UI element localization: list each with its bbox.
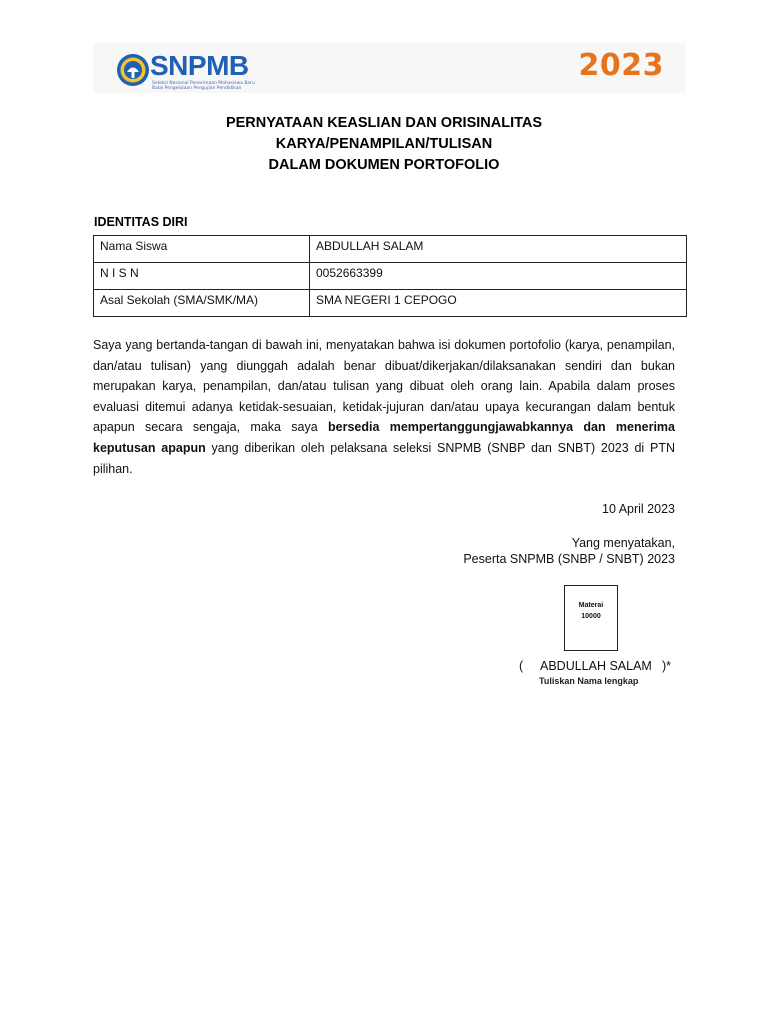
table-row — [94, 263, 687, 290]
stamp-value: 10000 — [581, 613, 601, 620]
logo-wordmark: SNPMB — [150, 50, 249, 81]
closing-line-1: Yang menyatakan, — [571, 536, 675, 550]
close-paren: )* — [662, 659, 672, 673]
signature-date: 10 April 2023 — [602, 502, 675, 516]
identity-key: Nama Siswa — [94, 236, 310, 263]
table-row — [94, 236, 687, 263]
title-line-2: KARYA/PENAMPILAN/TULISAN — [275, 136, 493, 152]
logo-subtitle-2: Balai Pengelolaan Pengujian Pendidikan — [152, 86, 242, 91]
logo-subtitle: Seleksi Nasional Penerimaan Mahasiswa Baru — [152, 81, 255, 86]
statement-bold-text: bersedia mempertanggungjawabkannya dan menerima keputusan apapun — [93, 420, 675, 455]
identity-table — [93, 235, 687, 317]
snpmb-logo — [116, 50, 276, 90]
statement-text: Saya yang bertanda-tangan di bawah ini, menyatakan bahwa isi dokumen portofolio (karya, penampilan, dan/atau tulisan) yang diunggah adalah benar dibuat/dikerjakan/dilaksanakan sendiri dan bukan merupakan karya, penampilan, dan/atau tulisan yang dibuat oleh orang lain. Apabila dalam proses evaluasi ditemui adanya ketidak-sesuaian, ketidak-jujuran dan/atau upaya kecurangan dalam bentuk apapun secara sengaja, maka saya — [93, 338, 675, 435]
identity-value: ABDULLAH SALAM — [310, 236, 687, 263]
signer-name: ABDULLAH SALAM — [540, 659, 652, 673]
closing-line-2: Peserta SNPMB (SNBP / SNBT) 2023 — [463, 552, 675, 566]
table-row — [94, 290, 687, 317]
identity-value: 0052663399 — [310, 263, 687, 290]
header-year: 2023 — [578, 48, 664, 83]
statement-text-end: yang diberikan oleh pelaksana seleksi SNPMB (SNBP dan SNBT) 2023 di PTN pilihan. — [93, 440, 675, 476]
document-title — [93, 113, 675, 176]
open-paren: ( — [519, 659, 524, 673]
stamp-label: Materai — [578, 602, 604, 609]
identity-key: Asal Sekolah (SMA/SMK/MA) — [94, 290, 310, 317]
identity-key: N I S N — [94, 263, 310, 290]
statement-paragraph — [93, 335, 675, 479]
materai-stamp-box — [564, 585, 618, 651]
tut-wuri-emblem-icon — [116, 53, 150, 87]
title-line-1: PERNYATAAN KEASLIAN DAN ORISINALITAS — [225, 115, 543, 131]
name-hint: Tuliskan Nama lengkap — [539, 676, 639, 686]
title-line-3: DALAM DOKUMEN PORTOFOLIO — [268, 157, 500, 173]
identity-value: SMA NEGERI 1 CEPOGO — [310, 290, 687, 317]
identity-section-label: IDENTITAS DIRI — [94, 215, 188, 229]
